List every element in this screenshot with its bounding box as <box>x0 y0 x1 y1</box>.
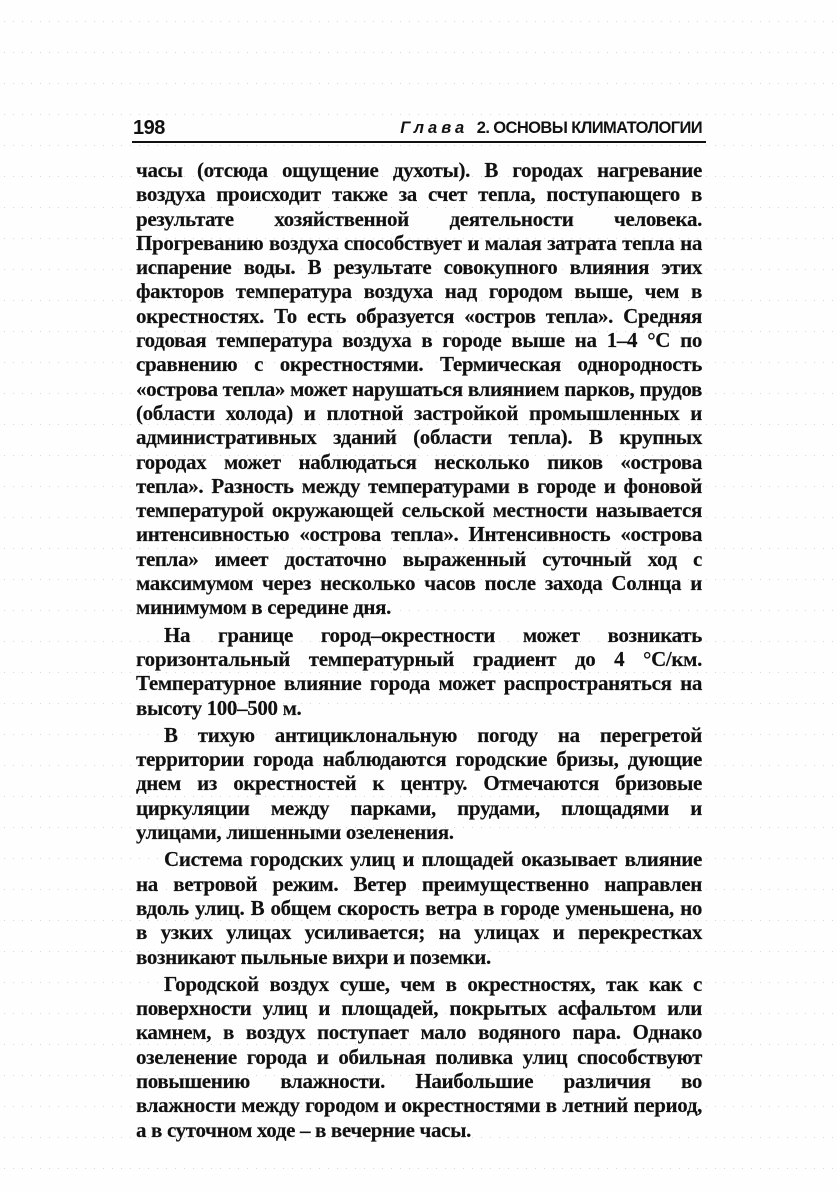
running-head <box>400 119 702 138</box>
paragraph: В тихую антициклональную погоду на перегретой территории города наблюдаются городские бризы, дующие днем из окрестностей к центру. Отмечаются бризовые циркуляции между парками, прудами, площадями и улицами, лишенными озеленения. <box>136 722 702 845</box>
paragraph: Система городских улиц и площадей оказывает влияние на ветровой режим. Ветер преимущественно направлен вдоль улиц. В общем скорость ветра в городе уменьшена, но в узких улицах усиливается; на улицах и перекрестках возникают пыльные вихри и поземки. <box>136 847 702 969</box>
page-header <box>132 117 706 143</box>
chapter-title: 2. ОСНОВЫ КЛИМАТОЛОГИИ <box>476 119 702 137</box>
paragraph-continuation: часы (отсюда ощущение духоты). В городах нагревание воздуха происходит также за счет тепла, поступающего в результате хозяйственной деятельности человека. Прогреванию воздуха способствует и малая затрата тепла на испарение воды. В результате совокупного влияния этих факторов температура воздуха над городом выше, чем в окрестностях. То есть образуется «остров тепла». Средняя годовая температура воздуха в городе выше на 1–4 °С по сравнению с окрестностями. Термическая однородность «острова тепла» может нарушаться влиянием парков, прудов (области холода) и плотной застройкой промышленных и административных зданий (области тепла). В крупных городах может наблюдаться несколько пиков «острова тепла». Разность между температурами в городе и фоновой температурой окружающей сельской местности называется интенсивностью «острова тепла». Интенсивность «острова тепла» имеет достаточно выраженный суточный ход с максимумом через несколько часов после захода Солнца и минимумом в середине дня. <box>136 158 702 620</box>
paragraph: На границе город–окрестности может возникать горизонтальный температурный градиент до 4 °С/км. Температурное влияние города может распространяться на высоту 100–500 м. <box>136 622 702 720</box>
chapter-word: Глава <box>400 119 469 137</box>
paragraph: Городской воздух суше, чем в окрестностях, так как с поверхности улиц и площадей, покрытых асфальтом или камнем, в воздух поступает мало водяного пара. Однако озеленение города и обильная поливка улиц способствуют повышению влажности. Наибольшие различия во влажности между городом и окрестностями в летний период, а в суточном ходе – в вечерние часы. <box>136 971 702 1142</box>
body-text <box>136 158 702 1145</box>
page-number: 198 <box>133 117 165 139</box>
